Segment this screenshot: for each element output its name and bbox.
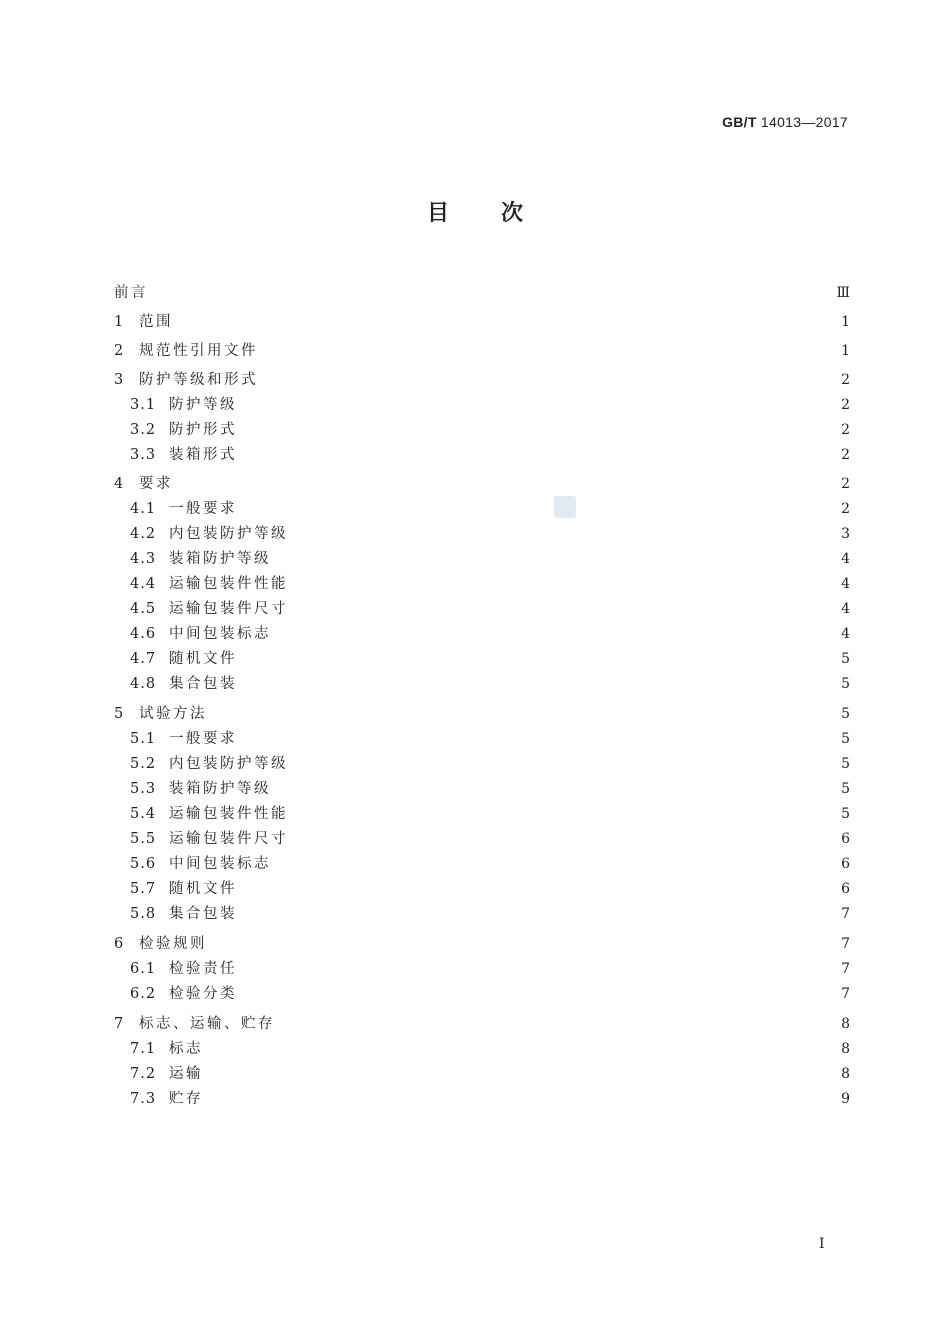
toc-entry-page: 4: [841, 576, 850, 592]
toc-entry[interactable]: [114, 1014, 850, 1034]
toc-entry-number: 5.4: [130, 806, 157, 822]
toc-entry-number: 5.5: [130, 831, 157, 847]
toc-entry-label: 运输包装件性能: [169, 576, 288, 592]
toc-leader-dots: [279, 624, 830, 644]
toc-leader-dots: [181, 312, 830, 332]
toc-entry-label: 检验责任: [169, 961, 237, 977]
toc-entry-label: 运输包装件性能: [169, 806, 288, 822]
toc-entry-number: 3: [114, 372, 125, 388]
toc-entry-page: 1: [841, 343, 850, 359]
toc-entry-number: 4: [114, 476, 125, 492]
toc-entry[interactable]: [114, 754, 850, 774]
toc-entry-label: 装箱防护等级: [169, 781, 271, 797]
toc-leader-dots: [245, 395, 830, 415]
toc-entry-page: Ⅲ: [836, 285, 850, 301]
toc-leader-dots: [245, 445, 830, 465]
toc-entry-label: 内包装防护等级: [169, 756, 288, 772]
toc-entry-label: 运输: [169, 1066, 203, 1082]
toc-entry-label: 前言: [114, 285, 148, 301]
toc-entry-label: 要求: [139, 476, 173, 492]
toc-entry-label: 检验规则: [139, 936, 207, 952]
toc-leader-dots: [296, 599, 830, 619]
toc-entry-page: 4: [841, 626, 850, 642]
toc-entry-page: 6: [841, 831, 850, 847]
toc-leader-dots: [245, 984, 830, 1004]
toc-leader-dots: [296, 829, 830, 849]
toc-entry-number: 4.1: [130, 501, 157, 517]
toc-entry-page: 2: [841, 397, 850, 413]
toc-entry[interactable]: [114, 499, 850, 519]
toc-entry[interactable]: [114, 779, 850, 799]
toc-entry-number: 5.3: [130, 781, 157, 797]
toc-entry[interactable]: [114, 370, 850, 390]
toc-entry[interactable]: [114, 829, 850, 849]
toc-entry-number: 1: [114, 314, 125, 330]
toc-entry[interactable]: [114, 574, 850, 594]
toc-entry-number: 2: [114, 343, 125, 359]
toc-entry-page: 2: [841, 422, 850, 438]
toc-entry-number: 3.2: [130, 422, 157, 438]
toc-leader-dots: [266, 370, 830, 390]
toc-leader-dots: [266, 341, 830, 361]
toc-leader-dots: [279, 854, 830, 874]
toc-entry-label: 装箱防护等级: [169, 551, 271, 567]
standard-prefix: GB/T: [722, 114, 757, 130]
toc-entry[interactable]: [114, 474, 850, 494]
toc-entry-label: 检验分类: [169, 986, 237, 1002]
standard-code: [722, 114, 848, 130]
toc-entry-label: 运输包装件尺寸: [169, 601, 288, 617]
toc-entry-number: 4.7: [130, 651, 157, 667]
toc-entry-number: 7.2: [130, 1066, 157, 1082]
toc-entry-label: 随机文件: [169, 881, 237, 897]
toc-entry-label: 范围: [139, 314, 173, 330]
toc-entry-page: 7: [841, 936, 850, 952]
toc-entry[interactable]: [114, 624, 850, 644]
toc-entry-number: 6.1: [130, 961, 157, 977]
toc-entry-page: 8: [841, 1041, 850, 1057]
standard-number: 14013—2017: [760, 114, 848, 130]
toc-entry-number: 3.1: [130, 397, 157, 413]
toc-entry-page: 4: [841, 551, 850, 567]
toc-leader-dots: [245, 729, 830, 749]
toc-entry[interactable]: [114, 341, 850, 361]
toc-entry[interactable]: [114, 729, 850, 749]
toc-entry-page: 7: [841, 906, 850, 922]
toc-entry-number: 4.8: [130, 676, 157, 692]
toc-entry-number: 7: [114, 1016, 125, 1032]
toc-entry-number: 4.3: [130, 551, 157, 567]
toc-entry-label: 标志、运输、贮存: [139, 1016, 275, 1032]
toc-entry-page: 2: [841, 447, 850, 463]
toc-entry-page: 9: [841, 1091, 850, 1107]
toc-entry-label: 随机文件: [169, 651, 237, 667]
toc-entry[interactable]: [114, 984, 850, 1004]
toc-entry-page: 8: [841, 1066, 850, 1082]
toc-entry-page: 5: [841, 781, 850, 797]
toc-entry-label: 运输包装件尺寸: [169, 831, 288, 847]
page-number: Ⅰ: [819, 1236, 825, 1252]
toc-entry-page: 7: [841, 986, 850, 1002]
toc-entry-number: 6.2: [130, 986, 157, 1002]
toc-entry-page: 5: [841, 756, 850, 772]
toc-entry-number: 4.2: [130, 526, 157, 542]
toc-entry[interactable]: [114, 854, 850, 874]
toc-entry-number: 5.6: [130, 856, 157, 872]
toc-entry-number: 5.8: [130, 906, 157, 922]
toc-entry-number: 7.1: [130, 1041, 157, 1057]
toc-leader-dots: [279, 549, 830, 569]
toc-entry-label: 防护形式: [169, 422, 237, 438]
toc-entry[interactable]: [114, 283, 850, 303]
toc-entry[interactable]: [114, 649, 850, 669]
toc-entry[interactable]: [114, 904, 850, 924]
toc-entry[interactable]: [114, 1089, 850, 1109]
toc-leader-dots: [296, 524, 830, 544]
toc-entry[interactable]: [114, 395, 850, 415]
toc-entry-page: 2: [841, 476, 850, 492]
toc-entry-page: 2: [841, 372, 850, 388]
toc-leader-dots: [245, 904, 830, 924]
toc-entry[interactable]: [114, 674, 850, 694]
toc-entry-label: 贮存: [169, 1091, 203, 1107]
toc-entry-label: 集合包装: [169, 906, 237, 922]
toc-entry-number: 4.4: [130, 576, 157, 592]
toc-leader-dots: [156, 283, 830, 303]
toc-entry-label: 一般要求: [169, 731, 237, 747]
toc-entry-label: 内包装防护等级: [169, 526, 288, 542]
toc-entry-page: 6: [841, 881, 850, 897]
toc-leader-dots: [211, 1039, 830, 1059]
toc-leader-dots: [245, 879, 830, 899]
toc-entry-page: 5: [841, 676, 850, 692]
toc-entry[interactable]: [114, 445, 850, 465]
toc-leader-dots: [245, 499, 830, 519]
toc-entry-label: 集合包装: [169, 676, 237, 692]
toc-leader-dots: [296, 574, 830, 594]
toc-entry[interactable]: [114, 312, 850, 332]
toc-entry-number: 5: [114, 706, 125, 722]
toc-entry-page: 8: [841, 1016, 850, 1032]
toc-leader-dots: [279, 779, 830, 799]
toc-leader-dots: [215, 934, 830, 954]
toc-entry[interactable]: [114, 524, 850, 544]
toc-entry-label: 一般要求: [169, 501, 237, 517]
toc-entry-label: 试验方法: [139, 706, 207, 722]
toc-leader-dots: [245, 674, 830, 694]
toc-leader-dots: [211, 1089, 830, 1109]
toc-entry-page: 2: [841, 501, 850, 517]
toc-entry-number: 3.3: [130, 447, 157, 463]
toc-entry-page: 7: [841, 961, 850, 977]
toc-entry-label: 中间包装标志: [169, 856, 271, 872]
toc-entry[interactable]: [114, 599, 850, 619]
toc-entry[interactable]: [114, 1064, 850, 1084]
toc-entry[interactable]: [114, 959, 850, 979]
toc-entry[interactable]: [114, 879, 850, 899]
toc-entry-label: 中间包装标志: [169, 626, 271, 642]
toc-leader-dots: [215, 704, 830, 724]
toc-leader-dots: [283, 1014, 830, 1034]
toc-entry-number: 7.3: [130, 1091, 157, 1107]
toc-entry[interactable]: [114, 549, 850, 569]
toc-leader-dots: [245, 649, 830, 669]
toc-entry[interactable]: [114, 934, 850, 954]
toc-entry[interactable]: [114, 804, 850, 824]
toc-entry-page: 5: [841, 706, 850, 722]
toc-entry-number: 5.2: [130, 756, 157, 772]
toc-leader-dots: [211, 1064, 830, 1084]
toc-entry-page: 1: [841, 314, 850, 330]
toc-entry[interactable]: [114, 1039, 850, 1059]
toc-leader-dots: [296, 804, 830, 824]
toc-entry[interactable]: [114, 704, 850, 724]
toc-entry-number: 5.1: [130, 731, 157, 747]
toc-entry-label: 防护等级: [169, 397, 237, 413]
toc-entry[interactable]: [114, 420, 850, 440]
toc-entry-page: 5: [841, 806, 850, 822]
toc-leader-dots: [181, 474, 830, 494]
toc-entry-page: 5: [841, 731, 850, 747]
toc-entry-number: 4.5: [130, 601, 157, 617]
toc-entry-label: 规范性引用文件: [139, 343, 258, 359]
toc-entry-page: 5: [841, 651, 850, 667]
toc-leader-dots: [245, 420, 830, 440]
toc-entry-label: 装箱形式: [169, 447, 237, 463]
toc-entry-page: 4: [841, 601, 850, 617]
toc-entry-page: 6: [841, 856, 850, 872]
toc-entry-number: 6: [114, 936, 125, 952]
toc-leader-dots: [296, 754, 830, 774]
toc-leader-dots: [245, 959, 830, 979]
toc-entry-page: 3: [841, 526, 850, 542]
toc-entry-number: 4.6: [130, 626, 157, 642]
toc-entry-label: 标志: [169, 1041, 203, 1057]
page-title: 目次: [426, 201, 575, 226]
toc-entry-number: 5.7: [130, 881, 157, 897]
toc-entry-label: 防护等级和形式: [139, 372, 258, 388]
